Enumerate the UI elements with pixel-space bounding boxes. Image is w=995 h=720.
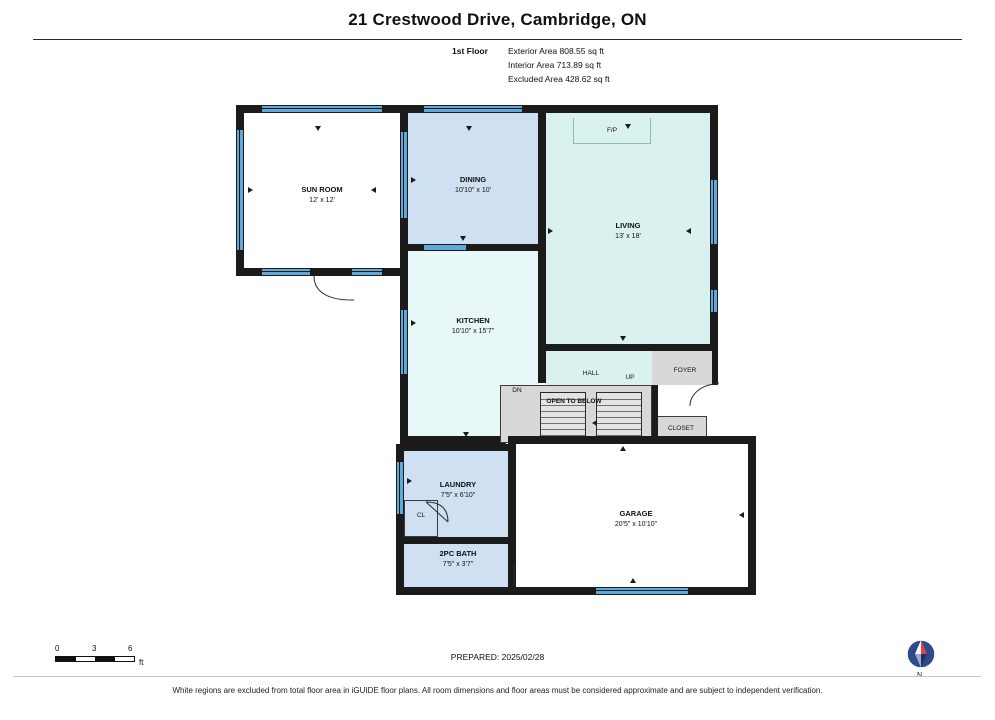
- label-sun-room-name: SUN ROOM: [301, 185, 343, 194]
- wall-bath-bottom: [396, 587, 516, 595]
- window-living-right-upper: [711, 180, 717, 244]
- label-laundry-name: LAUNDRY: [439, 480, 477, 489]
- window-sunroom-bottom-right-line: [352, 271, 382, 272]
- label-fireplace: F/P: [606, 127, 618, 134]
- window-laundry-left: [397, 462, 403, 514]
- scale-tick-0: 0: [55, 644, 60, 653]
- window-kitchen-left: [401, 310, 407, 374]
- wall-foyer-right: [712, 351, 718, 385]
- window-dining-top-line: [424, 108, 522, 109]
- label-dining: [423, 175, 523, 196]
- window-dining-left-line: [403, 132, 404, 218]
- label-kitchen-name: KITCHEN: [456, 316, 490, 325]
- window-living-right-lower: [711, 290, 717, 312]
- garage-door-bottom: [596, 588, 688, 594]
- arrow-stairs-up-dir: [592, 420, 597, 426]
- wall-laundry-top: [396, 444, 516, 451]
- label-2pc-bath: [418, 549, 498, 570]
- arrow-fireplace: [625, 124, 631, 129]
- label-2pc-bath-name: 2PC BATH: [439, 549, 477, 558]
- label-stairs-up: UP: [625, 374, 635, 381]
- arrow-dining-bottom: [460, 236, 466, 241]
- label-foyer: FOYER: [673, 367, 697, 374]
- wall-garage-top: [508, 436, 756, 444]
- window-laundry-left-line: [399, 462, 400, 514]
- label-hall: HALL: [582, 370, 600, 377]
- page-title: 21 Crestwood Drive, Cambridge, ON: [348, 10, 647, 29]
- scale-tick-3: 3: [92, 644, 97, 653]
- opening-dining-kitchen: [424, 245, 466, 250]
- disclaimer-text: White regions are excluded from total floor area in iGUIDE floor plans. All room dimensions and floor areas must be considered approximate and are subject to independent verification.: [172, 686, 823, 695]
- label-closet: CLOSET: [667, 425, 694, 432]
- label-open-to-below: OPEN TO BELOW: [546, 398, 602, 405]
- arrow-laundry-left: [407, 478, 412, 484]
- footer-divider: [14, 676, 981, 677]
- arrow-dining-left: [411, 177, 416, 183]
- window-sunroom-top-line: [262, 108, 382, 109]
- floor-label: 1st Floor: [452, 46, 488, 56]
- arrow-sunroom-right: [371, 187, 376, 193]
- arrow-kitchen-left: [411, 320, 416, 326]
- label-garage-dim: 20'5" x 10'10": [614, 521, 658, 528]
- label-sun-room: [272, 185, 372, 206]
- label-stairs-dn: DN: [512, 387, 522, 394]
- window-sunroom-bottom-left: [262, 269, 310, 275]
- area-exterior-label: Exterior Area: [508, 46, 558, 56]
- area-interior-label: Interior Area: [508, 60, 555, 70]
- arrow-living-right: [686, 228, 691, 234]
- label-kitchen: [423, 316, 523, 337]
- scale-tick-6: 6: [128, 644, 133, 653]
- arrow-garage-right: [739, 512, 744, 518]
- label-living-name: LIVING: [615, 221, 641, 230]
- wall-kitchen-right: [538, 251, 546, 383]
- label-cl: CL: [416, 512, 426, 519]
- scale-unit: ft: [139, 658, 144, 667]
- wall-living-bottom: [546, 344, 718, 351]
- window-dining-left: [401, 132, 407, 218]
- label-living-dim: 13' x 18': [615, 233, 641, 240]
- area-excluded-value: 428.62 sq ft: [565, 74, 610, 84]
- label-kitchen-dim: 10'10" x 15'7": [451, 328, 495, 335]
- label-2pc-bath-dim: 7'5" x 3'7": [442, 561, 474, 568]
- door-foyer-entry: [686, 382, 720, 408]
- door-cl: [424, 500, 450, 526]
- door-sunroom-exit: [312, 276, 356, 302]
- arrow-dining-top: [466, 126, 472, 131]
- wall-dining-bottom: [400, 244, 546, 251]
- prepared-date: PREPARED: 2025/02/28: [450, 652, 545, 662]
- window-sunroom-left-line: [239, 130, 240, 250]
- arrow-living-left: [548, 228, 553, 234]
- area-exterior-value: 808.55 sq ft: [559, 46, 604, 56]
- compass-icon: [900, 636, 942, 676]
- wall-hall-bottom: [652, 385, 658, 443]
- window-kitchen-left-line: [403, 310, 404, 374]
- arrow-garage-bottom: [630, 578, 636, 583]
- window-living-right-lower-line: [713, 290, 714, 312]
- wall-kitchen-bottom: [400, 436, 506, 444]
- wall-dining-right: [538, 105, 546, 244]
- label-dining-dim: 10'10" x 10': [455, 187, 491, 194]
- arrow-kitchen-bottom: [463, 432, 469, 437]
- arrow-sunroom-left: [248, 187, 253, 193]
- garage-door-bottom-line: [596, 590, 688, 591]
- arrow-living-bottom: [620, 336, 626, 341]
- label-living: [578, 221, 678, 242]
- arrow-sunroom-top: [315, 126, 321, 131]
- window-sunroom-top: [262, 106, 382, 112]
- area-interior-value: 713.89 sq ft: [556, 60, 602, 70]
- label-laundry-dim: 7'5" x 6'10": [440, 492, 476, 499]
- window-sunroom-left: [237, 130, 243, 250]
- window-living-right-upper-line: [713, 180, 714, 244]
- label-garage-name: GARAGE: [619, 509, 653, 518]
- window-dining-top: [424, 106, 522, 112]
- wall-bath-top: [396, 537, 516, 544]
- wall-garage-right: [748, 436, 756, 595]
- arrow-garage-top: [620, 446, 626, 451]
- area-excluded-label: Excluded Area: [508, 74, 563, 84]
- label-laundry: [418, 480, 498, 501]
- label-sun-room-dim: 12' x 12': [309, 197, 335, 204]
- label-dining-name: DINING: [459, 175, 487, 184]
- window-sunroom-bottom-right: [352, 269, 382, 275]
- wall-living-top: [546, 105, 718, 113]
- window-sunroom-bottom-left-line: [262, 271, 310, 272]
- label-garage: [586, 509, 686, 530]
